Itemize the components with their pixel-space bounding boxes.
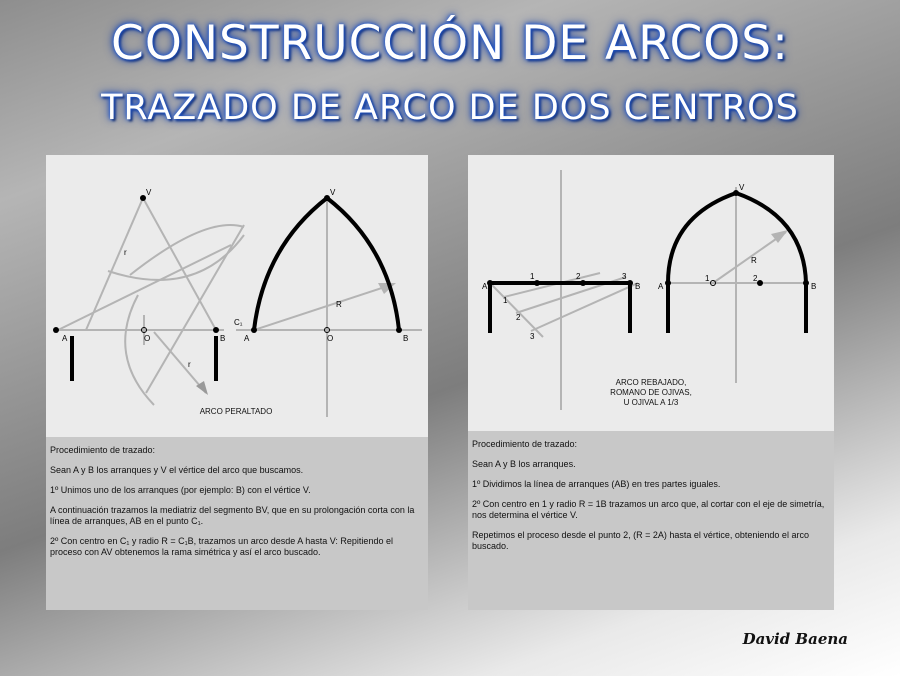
- procedure-heading: Procedimiento de trazado:: [50, 445, 156, 455]
- label-c1: 1: [705, 274, 710, 283]
- caption-line: U OJIVAL A 1/3: [623, 398, 679, 407]
- label-m3: 3: [530, 332, 535, 341]
- label-n2: 2: [576, 272, 581, 281]
- point-2: [580, 280, 586, 286]
- mediatrix: [146, 225, 244, 393]
- procedure-step: Repetimos el proceso desde el punto 2, (R = 2A) hasta el vértice, obteniendo el arco buscado.: [472, 530, 809, 551]
- line-c1-v: [54, 245, 231, 332]
- right-panel: [468, 155, 834, 610]
- label-v: V: [739, 183, 745, 192]
- procedure-step: 1º Dividimos la línea de arranques (AB) en tres partes iguales.: [472, 479, 721, 489]
- point-b1: [213, 327, 219, 333]
- caption-arco-rebajado: [596, 378, 706, 408]
- label-v1: V: [146, 188, 152, 197]
- radius-r: [154, 332, 206, 393]
- procedure-heading: Procedimiento de trazado:: [472, 439, 578, 449]
- page-title: CONSTRUCCIÓN DE ARCOS:: [111, 16, 789, 71]
- label-o1: O: [144, 334, 151, 343]
- left-panel: [46, 155, 428, 610]
- procedure-step: 2º Con centro en C₁ y radio R = C₁B, trazamos un arco desde A hasta V: Repitiendo el proceso con AV obtenemos la rama simétrica y así el arco buscado.: [50, 536, 393, 557]
- point-a-r2: [665, 280, 671, 286]
- label-m2: 2: [516, 313, 521, 322]
- procedure-step: 2º Con centro en 1 y radio R = 1B trazamos un arco que, al cortar con el eje de simetría, nos determina el vértice V.: [472, 499, 825, 520]
- label-b2: B: [403, 334, 409, 343]
- label-b1: B: [220, 334, 226, 343]
- label-c2: 2: [753, 274, 758, 283]
- label-c1: C₁: [234, 318, 243, 327]
- label-n3: 3: [622, 272, 627, 281]
- caption-arco-peraltado: ARCO PERALTADO: [199, 407, 273, 416]
- page-subtitle: TRAZADO DE ARCO DE DOS CENTROS: [101, 88, 799, 128]
- radius-R: [254, 285, 391, 330]
- point-a-r1: [487, 280, 493, 286]
- line-va: [86, 198, 143, 330]
- label-v2: V: [330, 188, 336, 197]
- point-a2: [251, 327, 257, 333]
- point-3: [627, 280, 633, 286]
- author-signature: David Baena: [742, 630, 848, 648]
- line-vb: [143, 198, 216, 330]
- label-r1: r: [124, 248, 127, 257]
- label-o2: O: [327, 334, 334, 343]
- procedure-step: 1º Unimos uno de los arranques (por ejemplo: B) con el vértice V.: [50, 485, 311, 495]
- caption-line: ARCO REBAJADO,: [615, 378, 687, 387]
- procedure-step: A continuación trazamos la mediatriz del segmento BV, que en su prolongación corta con la línea de arranques, AB en el punto C₁.: [50, 505, 415, 526]
- label-a1: A: [62, 334, 68, 343]
- point-b-r2: [803, 280, 809, 286]
- caption-line: ROMANO DE OJIVAS,: [610, 388, 692, 397]
- label-r2: r: [188, 360, 191, 369]
- label-n1: 1: [530, 272, 535, 281]
- label-R-right: R: [751, 256, 757, 265]
- label-a-r1: A: [482, 282, 488, 291]
- label-b-r1: B: [635, 282, 641, 291]
- label-m1: 1: [503, 296, 508, 305]
- radius-R-right: [713, 232, 786, 283]
- arco-peraltado-diagram: [46, 155, 428, 437]
- label-b-r2: B: [811, 282, 817, 291]
- point-1: [534, 280, 540, 286]
- label-a2: A: [244, 334, 250, 343]
- procedure-step: Sean A y B los arranques.: [472, 459, 576, 469]
- label-R: R: [336, 300, 342, 309]
- label-a-r2: A: [658, 282, 664, 291]
- point-b2: [396, 327, 402, 333]
- point-a1: [53, 327, 59, 333]
- procedure-left: [46, 437, 428, 610]
- point-c2: [757, 280, 763, 286]
- procedure-right: [468, 431, 834, 610]
- procedure-step: Sean A y B los arranques y V el vértice del arco que buscamos.: [50, 465, 304, 475]
